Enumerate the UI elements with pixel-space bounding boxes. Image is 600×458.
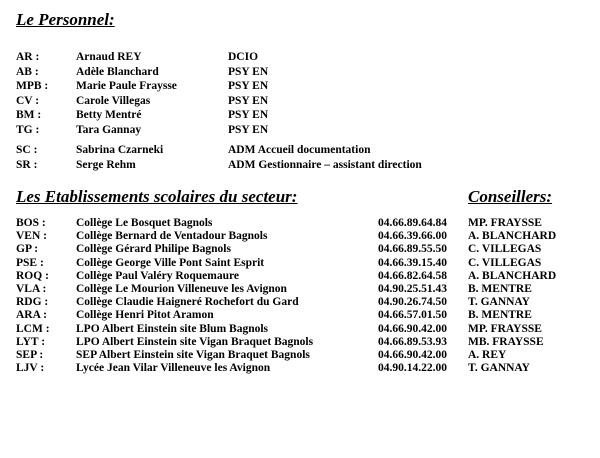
staff-code: AB : [16, 65, 39, 78]
staff-role: PSY EN [228, 109, 269, 121]
etablissement-conseiller: C. VILLEGAS [468, 256, 542, 269]
etablissement-name: LPO Albert Einstein site Vigan Braquet Bagnols [76, 335, 314, 348]
staff-role: PSY EN [228, 80, 269, 92]
etablissement-conseiller: B. MENTRE [468, 283, 532, 295]
etablissement-code: LJV : [16, 362, 45, 375]
etablissement-conseiller: MP. FRAYSSE [468, 217, 542, 229]
etablissement-phone: 04.66.39.66.00 [378, 230, 447, 243]
etablissement-name: Collège Henri Pitot Aramon [76, 309, 214, 322]
etablissement-phone: 04.66.89.64.84 [378, 217, 447, 229]
etablissement-code: RDG : [16, 296, 49, 309]
admin-row [0, 158, 600, 173]
etablissement-conseiller: T. GANNAY [468, 296, 530, 309]
staff-code: AR : [16, 51, 40, 63]
etablissement-conseiller: A. BLANCHARD [468, 230, 557, 243]
etablissement-phone: 04.66.89.55.50 [378, 243, 447, 256]
staff-code: BM : [16, 109, 42, 121]
etablissement-phone: 04.90.26.74.50 [378, 296, 447, 309]
etablissement-code: ARA : [16, 309, 47, 322]
conseillers-heading: Conseillers: [468, 187, 553, 206]
etablissement-name: SEP Albert Einstein site Vigan Braquet Bagnols [76, 349, 310, 361]
staff-name: Arnaud REY [76, 51, 142, 63]
staff-row [0, 79, 600, 94]
etablissement-name: Collège Gérard Philipe Bagnols [76, 243, 231, 256]
admin-name: Serge Rehm [76, 159, 136, 171]
staff-row [0, 50, 600, 65]
etablissement-conseiller: MP. FRAYSSE [468, 322, 542, 335]
etablissement-conseiller: B. MENTRE [468, 309, 532, 322]
staff-row [0, 94, 600, 109]
etablissement-code: LCM : [16, 322, 50, 335]
admin-code: SC : [16, 144, 38, 156]
etablissement-code: ROQ : [16, 269, 49, 282]
staff-row [0, 108, 600, 123]
etablissement-name: Collège Paul Valéry Roquemaure [76, 269, 240, 282]
etablissement-name: Lycée Jean Vilar Villeneuve les Avignon [76, 362, 271, 375]
staff-row [0, 65, 600, 80]
etablissement-name: Collège Le Bosquet Bagnols [76, 217, 213, 229]
staff-code: TG : [16, 123, 40, 136]
etablissement-name: Collège Claudie Haigneré Rochefort du Gard [76, 296, 299, 309]
admin-role: ADM Gestionnaire – assistant direction [228, 159, 422, 171]
staff-role: DCIO [228, 51, 259, 63]
admin-role: ADM Accueil documentation [228, 144, 371, 156]
etablissement-row [0, 361, 600, 376]
staff-code: MPB : [16, 80, 49, 92]
staff-name: Marie Paule Fraysse [76, 80, 177, 92]
admin-name: Sabrina Czarneki [76, 144, 164, 156]
staff-name: Carole Villegas [76, 94, 151, 107]
staff-role: PSY EN [228, 65, 269, 78]
etablissement-phone: 04.66.90.42.00 [378, 322, 447, 335]
staff-name: Adèle Blanchard [76, 65, 159, 78]
admin-code: SR : [16, 159, 38, 171]
etablissement-code: VLA : [16, 283, 47, 295]
etablissement-phone: 04.66.57.01.50 [378, 309, 447, 322]
staff-role: PSY EN [228, 123, 269, 136]
etablissement-conseiller: A. REY [468, 349, 507, 361]
etablissement-phone: 04.66.39.15.40 [378, 256, 447, 269]
staff-code: CV : [16, 94, 40, 107]
etablissement-phone: 04.66.82.64.58 [378, 269, 447, 282]
etablissement-code: BOS : [16, 217, 46, 229]
admin-row [0, 143, 600, 158]
etablissement-code: GP : [16, 243, 39, 256]
staff-row [0, 123, 600, 138]
etablissement-code: PSE : [16, 256, 44, 269]
personnel-heading: Le Personnel: [16, 10, 115, 29]
etablissements-heading: Les Etablissements scolaires du secteur: [16, 187, 298, 206]
etablissement-phone: 04.66.89.53.93 [378, 335, 447, 348]
etablissement-name: Collège George Ville Pont Saint Esprit [76, 256, 265, 269]
staff-name: Tara Gannay [76, 123, 142, 136]
staff-role: PSY EN [228, 94, 269, 107]
etablissement-phone: 04.90.25.51.43 [378, 283, 447, 295]
staff-name: Betty Mentré [76, 109, 142, 121]
etablissement-conseiller: C. VILLEGAS [468, 243, 542, 256]
etablissement-name: LPO Albert Einstein site Blum Bagnols [76, 322, 269, 335]
etablissement-code: VEN : [16, 230, 47, 243]
etablissement-name: Collège Le Mourion Villeneuve les Avignon [76, 283, 287, 295]
etablissement-phone: 04.90.14.22.00 [378, 362, 447, 375]
etablissement-conseiller: A. BLANCHARD [468, 269, 557, 282]
etablissement-phone: 04.66.90.42.00 [378, 349, 447, 361]
etablissement-name: Collège Bernard de Ventadour Bagnols [76, 230, 268, 243]
etablissement-code: SEP : [16, 349, 44, 361]
etablissement-conseiller: MB. FRAYSSE [468, 335, 544, 348]
etablissement-conseiller: T. GANNAY [468, 362, 530, 375]
etablissement-code: LYT : [16, 335, 46, 348]
